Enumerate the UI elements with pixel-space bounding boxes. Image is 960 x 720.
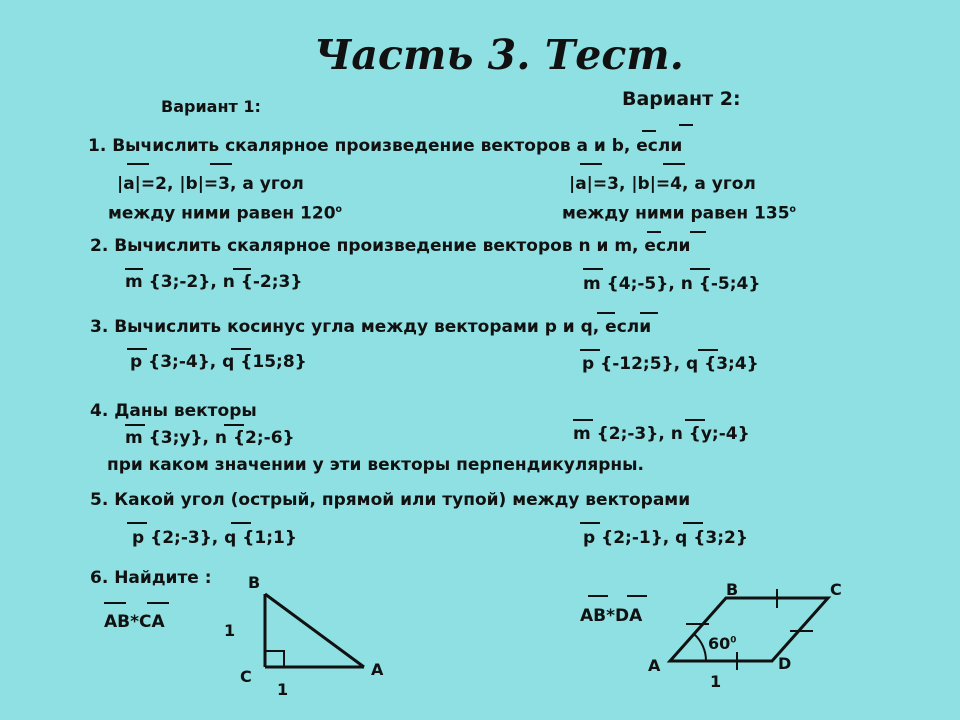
triangle-side-label: 1 xyxy=(224,621,236,640)
triangle-side-label: 1 xyxy=(277,680,289,699)
q1-v2-line1: |a|=3, |b|=4, а угол xyxy=(569,174,756,194)
parallelogram-vertex-b: B xyxy=(726,580,739,599)
q3-v2: p {-12;5}, q {3;4} xyxy=(582,354,759,374)
q1-v1-line1: |a|=2, |b|=3, а угол xyxy=(117,174,304,194)
right-angle-mark xyxy=(265,651,284,667)
q6-v1: AB*CA xyxy=(104,612,165,632)
q1-v1-line2: между ними равен $120^о$ xyxy=(108,203,342,224)
q5-v2: p {2;-1}, q {3;2} xyxy=(583,528,748,548)
triangle-vertex-c: C xyxy=(240,667,252,686)
q6-v2: AB*DA xyxy=(580,606,643,626)
q2-v2: m {4;-5}, n {-5;4} xyxy=(583,274,761,294)
parallelogram-side-label: 1 xyxy=(710,672,722,691)
parallelogram-vertex-a: A xyxy=(648,656,661,675)
degree-mark: о xyxy=(789,204,796,215)
q5-text: 5. Какой угол (острый, прямой или тупой) между векторами xyxy=(90,490,691,510)
q3-v1: p {3;-4}, q {15;8} xyxy=(130,352,307,372)
angle-label: $60^0$ xyxy=(708,634,737,653)
q4-v1: m {3;y}, n {2;-6} xyxy=(125,428,295,448)
parallelogram-outline xyxy=(670,598,828,661)
variant1-heading: Вариант 1: xyxy=(161,97,261,116)
q4-v2: m {2;-3}, n {y;-4} xyxy=(573,424,750,444)
triangle-vertex-b: B xyxy=(248,573,261,592)
q6-text: 6. Найдите : xyxy=(90,568,212,588)
q3-text: 3. Вычислить косинус угла между векторами p и q, если xyxy=(90,317,652,337)
q4-text2: при каком значении y эти векторы перпендикулярны. xyxy=(107,455,644,475)
q2-v1: m {3;-2}, n {-2;3} xyxy=(125,272,303,292)
q1-v2-line2: между ними равен $135^о$ xyxy=(562,203,796,224)
q1-text: 1. Вычислить скалярное произведение векторов a и b, если xyxy=(88,136,683,156)
parallelogram-vertex-d: D xyxy=(778,654,792,673)
parallelogram-vertex-c: C xyxy=(830,580,842,599)
degree-mark: о xyxy=(335,204,342,215)
page-title: Часть 3. Тест. xyxy=(314,31,684,79)
q4-text: 4. Даны векторы xyxy=(90,401,257,421)
right-triangle xyxy=(265,594,364,667)
q2-text: 2. Вычислить скалярное произведение векторов n и m, если xyxy=(90,236,691,256)
triangle-vertex-a: A xyxy=(371,660,384,679)
triangle-side-ba xyxy=(265,594,364,667)
variant2-heading: Вариант 2: xyxy=(622,88,741,110)
q5-v1: p {2;-3}, q {1;1} xyxy=(132,528,297,548)
parallelogram xyxy=(670,589,828,670)
angle-arc xyxy=(694,634,706,661)
